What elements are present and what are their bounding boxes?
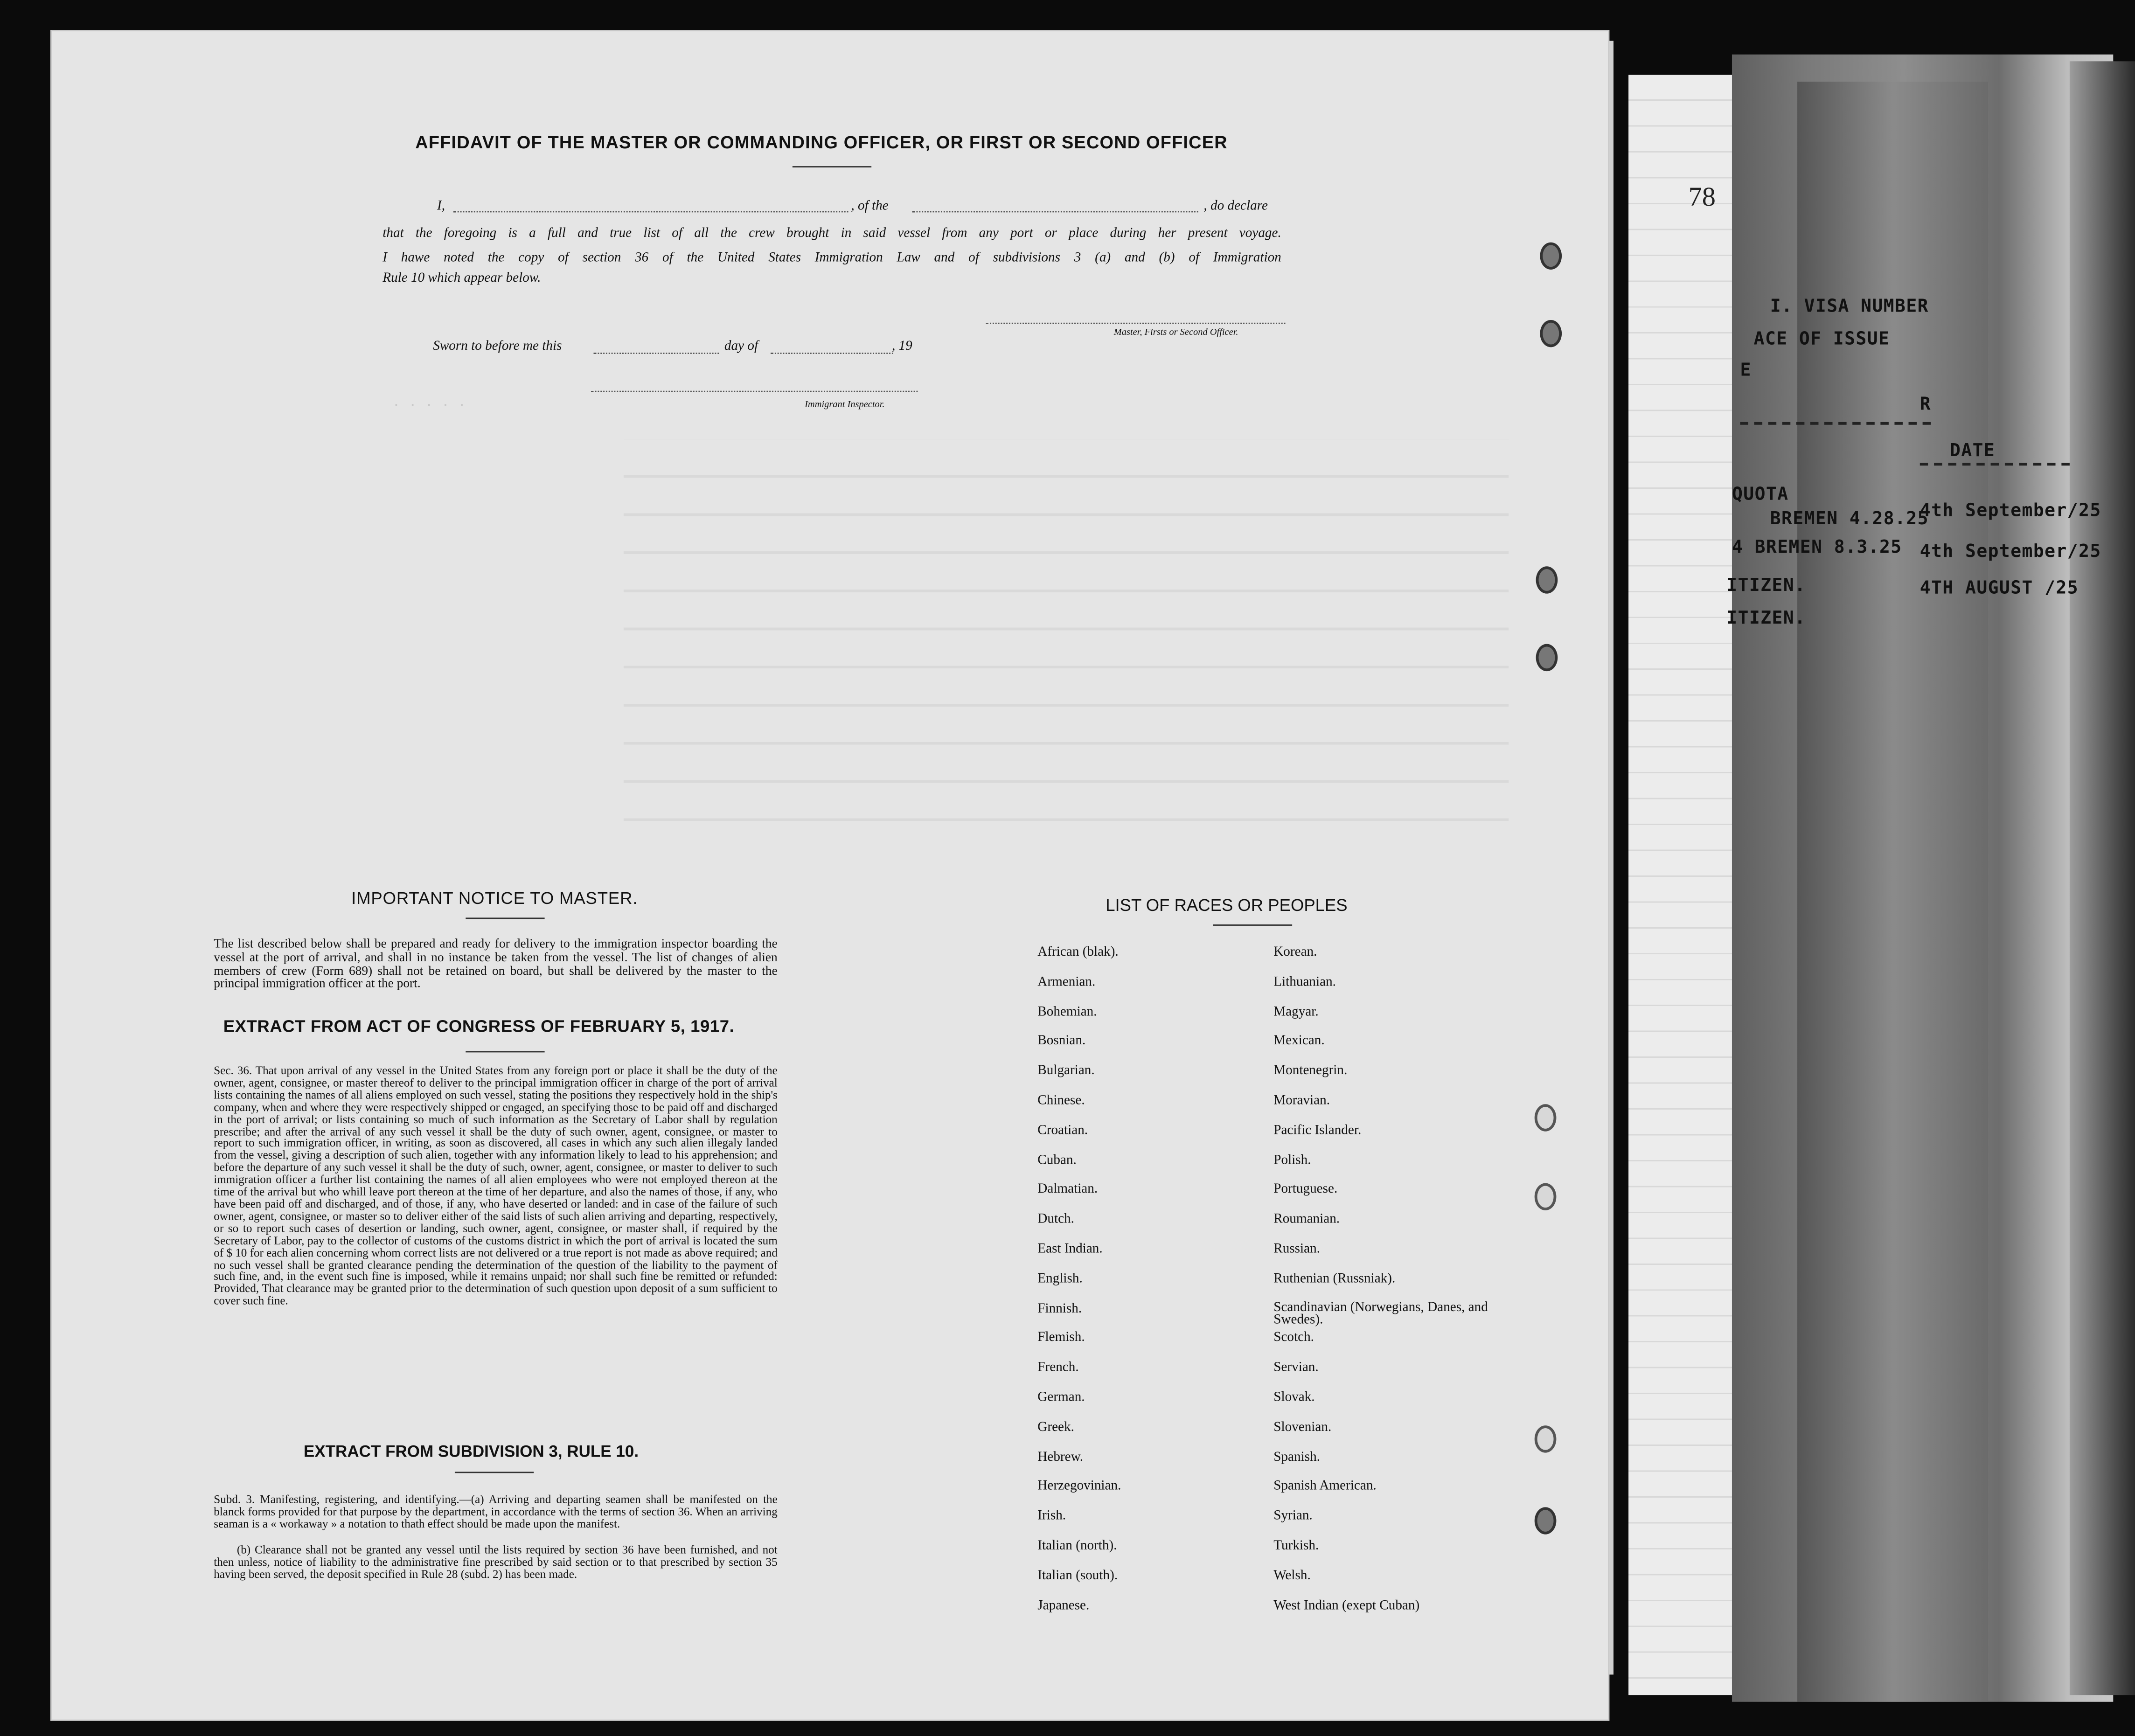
inspector-signature-field[interactable] xyxy=(591,391,918,392)
race-right: Montenegrin. xyxy=(1273,1063,1348,1079)
entry-bremen-1: BREMEN 4.28.25 xyxy=(1770,509,1929,530)
vessel-field[interactable] xyxy=(912,211,1198,212)
race-left: Bulgarian. xyxy=(1037,1063,1095,1079)
affidavit-of-the: , of the xyxy=(851,199,889,214)
race-left: Hebrew. xyxy=(1037,1449,1084,1465)
races-row xyxy=(1037,1063,1500,1093)
races-row xyxy=(1037,1449,1500,1479)
affidavit-line-4: Rule 10 which appear below. xyxy=(382,271,541,286)
race-left: Italian (north). xyxy=(1037,1538,1117,1554)
race-right: Syrian. xyxy=(1273,1508,1313,1524)
extract-act-text: Sec. 36. That upon arrival of any vessel in the United States from any foreign port or place it shall be the duty of the owner, agent, consignee, or master thereof to deliver to the principal immigration officer in charge of the port of arrival lists containing the names of all aliens employed on such vessel, stating the positions they respectively hold in the ship's company, when and where they were respectively shipped or engaged, an specifying those to be paid off and discharged in the port of arrival; or lists containing so much of such information as the Secretary of Labor shall by regulation prescribe; and after the arrival of any such vessel it shall be the duty of such owner, agent, consignee, or master to report to such immigration officer, in writing, as soon as discovered, all cases in which any such alien illegaly landed from the vessel, giving a description of such alien, together with any information likely to lead to his apprehension; and before the departure of any such vessel it shall be the duty of such, owner, agent, consignee, or master to deliver to such immigration officer a further list containing the names of all alien employees who were not employed thereon at the time of the arrival but who whill leave port thereon at the time of her departure, and also the names of those, if any, who have been paid off and discharged, and of those, if any, who have deserted or landed: and in case of the failure of such owner, agent, consignee, or master so to deliver either of the said lists of such alien arriving and departing, respectively, or so to report such cases of desertion or landing, such owner, agent, consignee, or master shall, if required by the Secretary of Labor, pay to the collector of customs of the customs district in which the port of arrival is located the sum of $ 10 for each alien concerning whom correct lists are not delivered or a true report is not made as above required; and no such vessel shall be granted clearance pending the determination of the question of the liability to the payment of such fine, and, in the event such fine is imposed, while it remains unpaid; nor shall such fine be remitted or refunded: Provided, That clearance may be granted prior to the determination of such question upon deposit of a sum sufficient to cover such fine. xyxy=(214,1063,778,1307)
inspector-label: Immigrant Inspector. xyxy=(805,399,885,410)
affidavit-declare: , do declare xyxy=(1203,199,1268,214)
race-right: Moravian. xyxy=(1273,1093,1330,1109)
binder-hole xyxy=(1535,1183,1557,1210)
race-left: Bosnian. xyxy=(1037,1034,1086,1049)
race-left: Croatian. xyxy=(1037,1123,1088,1138)
race-right: Magyar. xyxy=(1273,1004,1319,1020)
races-row xyxy=(1037,1153,1500,1182)
race-right: Spanish. xyxy=(1273,1449,1320,1465)
race-right: Portuguese. xyxy=(1273,1182,1338,1197)
races-title: LIST OF RACES OR PEOPLES xyxy=(1106,896,1348,915)
race-right: Mexican. xyxy=(1273,1034,1325,1049)
races-row xyxy=(1037,1242,1500,1271)
binder-hole xyxy=(1535,1104,1557,1131)
extract-rule-text-b: (b) Clearance shall not be granted any vessel until the lists required by section 36 have been furnished, and not then unless, notice of liability to the administrative fine prescribed by said section or to that prescribed by section 35 having been served, the deposit specified in Rule 28 (subd. 2) has been made. xyxy=(214,1542,778,1582)
crew-manifest-page: · · · · · AFFIDAVIT OF THE MASTER OR COMMANDING OFFICER, OR FIRST OR SECOND OFFICER I, , of the , do declare that the foregoing is a full and true list of all the crew brought in said vessel from any port or place during her present voyage. I hawe noted the copy of section 36 of the United States Immigration Law and of subdivisions 3 (a) and (b) of Immigration Rule 10 which appear below. Master, Firsts or Second Officer. Sworn to before me this day of , 19 Immigrant Inspector. IMPORTANT NOTICE TO MASTER. The list described below shall be prepared and ready for delivery to the immigration inspector boarding the vessel at the port of arrival, and shall in no instance be taken from the vessel. The list of changes of alien members of crew (Form 689) shall not be retained on board, but shall be delivered by the master to the principal immigration officer at the port. EXTRACT FROM ACT OF CONGRESS OF FEBRUARY 5, 1917. Sec. 36. That upon arrival of any vessel in the United States from any foreign port or place it shall be the duty of the owner, agent, consignee, or master thereof to deliver to the principal immigration officer in charge of the port of arrival lists containing the names of all aliens employed on such vessel, stating the positions they respectively hold in the ship's company, when and where they were respectively shipped or engaged, an specifying those to be paid off and discharged in the port of arrival; or lists containing so much of such information as the Secretary of Labor shall by regulation prescribe; and after the arrival of any such vessel it shall be the duty of such owner, agent, consignee, or master to report to such immigration officer, in writing, as soon as discovered, all cases in which any such alien illegaly landed from the vessel, giving a description of such alien, together with any information likely to lead to his apprehension; and before the departure of any such vessel it shall be the duty of such, owner, agent, consignee, or master to deliver to such immigration officer a further list containing the names of all alien employees who were not employed thereon at the time of the arrival but who whill leave port thereon at the time of her departure, and also the names of those, if any, who have been paid off and discharged, and of those, if any, who have deserted or landed: and in case of the failure of such owner, agent, consignee, or master so to deliver either of the said lists of such alien arriving and departing, respectively, or so to report such cases of desertion or landing, such owner, agent, consignee, or master shall, if required by the Secretary of Labor, pay to the collector of customs of the customs district in which the port of arrival is located the sum of $ 10 for each alien concerning whom correct lists are not delivered or a true report is not made as above required; and no such vessel shall be granted clearance pending the determination of the question of the liability to the payment of such fine, and, in the event such fine is imposed, while it remains unpaid; nor shall such fine be remitted or refunded: Provided, That clearance may be granted prior to the determination of such question upon deposit of a sum sufficient to cover such fine. EXTRACT FROM SUBDIVISION 3, RULE 10. Subd. 3. Manifesting, registering, and identifying.—(a) Arriving and departing seamen shall be manifested on the blanck forms provided for that purpose by the department, in accordance with the terms of section 36. When an arriving seaman is a « workaway » a notation to thath effect should be made upon the manifest. (b) Clearance shall not be granted any vessel until the lists required by section 36 have been furnished, and not then unless, notice of liability to the administrative fine prescribed by said section or to that prescribed by section 35 having been served, the deposit specified in Rule 28 (subd. 2) has been made. LIST OF RACES OR PEOPLES African (blak). Korean. Armenian. Lithuanian. Bohemian. Magyar. Bosnian. Mexican. Bulgarian. Montenegrin. Chinese. Moravian. Croatian. Pacific Islander. Cuban. Polish. Dalmatian. Portuguese. Dutch. Roumanian. East Indian. Russian. English. Ruthenian (Russniak). Finnish. Scandinavian (Norwegians, Danes, and Swedes). Flemish. Scotch. French. Servian. German. Slovak. Greek. Slovenian. Hebrew. Spanish. Herzegovinian. Spanish American. Irish. Syrian. Italian (north). Turkish. Italian (south). Welsh. Japanese. West Indian (exept Cuban) xyxy=(50,30,1609,1721)
races-row xyxy=(1037,1004,1500,1034)
race-left: Cuban. xyxy=(1037,1153,1077,1168)
page-number: 78 xyxy=(1688,182,1716,213)
races-row xyxy=(1037,1331,1500,1361)
races-row xyxy=(1037,1420,1500,1450)
race-left: African (blak). xyxy=(1037,944,1119,960)
date-entry-3: 4TH AUGUST /25 xyxy=(1919,578,2079,599)
races-row xyxy=(1037,1123,1500,1153)
affidavit-title: AFFIDAVIT OF THE MASTER OR COMMANDING OFFICER, OR FIRST OR SECOND OFFICER xyxy=(415,132,1228,153)
races-row xyxy=(1037,1034,1500,1064)
citizen-1: ITIZEN. xyxy=(1726,576,1806,597)
affidavit-i: I, xyxy=(437,199,445,214)
day-of-label: day of xyxy=(724,339,758,354)
races-table xyxy=(1037,945,1500,1627)
race-right: Polish. xyxy=(1273,1153,1311,1168)
race-left: Japanese. xyxy=(1037,1597,1090,1613)
date-entry-1: 4th September/25 xyxy=(1919,501,2101,521)
sworn-month-field[interactable] xyxy=(771,353,893,354)
binder-hole xyxy=(1535,1425,1557,1452)
sworn-label: Sworn to before me this xyxy=(433,339,562,354)
race-right: West Indian (exept Cuban) xyxy=(1273,1597,1420,1613)
race-left: Flemish. xyxy=(1037,1330,1085,1346)
race-left: Greek. xyxy=(1037,1419,1074,1435)
binder-hole xyxy=(1536,644,1558,671)
race-right: Turkish. xyxy=(1273,1538,1319,1554)
races-row xyxy=(1037,1301,1500,1331)
entry-bremen-2: 4 BREMEN 8.3.25 xyxy=(1732,538,1902,558)
race-left: German. xyxy=(1037,1390,1085,1405)
column-r: R xyxy=(1919,395,1932,416)
race-left: French. xyxy=(1037,1360,1079,1375)
races-row xyxy=(1037,1568,1500,1598)
races-row xyxy=(1037,1212,1500,1242)
citizen-2: ITIZEN. xyxy=(1726,608,1806,629)
race-left: Dutch. xyxy=(1037,1212,1074,1227)
race-left: Dalmatian. xyxy=(1037,1182,1098,1197)
sworn-day-field[interactable] xyxy=(594,353,719,354)
race-left: Bohemian. xyxy=(1037,1004,1097,1020)
quota-label: QUOTA xyxy=(1732,485,1789,505)
notice-title: IMPORTANT NOTICE TO MASTER. xyxy=(351,889,638,908)
affidavit-line-3: I hawe noted the copy of section 36 of the United States Immigration Law and of subdivisions 3 (a) and (b) of Immigration xyxy=(382,250,1281,266)
races-row xyxy=(1037,1479,1500,1509)
visa-number-header: I. VISA NUMBER xyxy=(1770,297,1929,318)
race-right: Welsh. xyxy=(1273,1568,1311,1583)
race-right: Slovenian. xyxy=(1273,1419,1332,1435)
typed-rule-2 xyxy=(1920,463,2070,465)
race-left: Armenian. xyxy=(1037,974,1096,990)
place-of-issue-header: ACE OF ISSUE xyxy=(1753,329,1890,350)
year-label: , 19 xyxy=(891,339,912,354)
race-right: Servian. xyxy=(1273,1360,1319,1375)
races-row xyxy=(1037,974,1500,1004)
race-right: Pacific Islander. xyxy=(1273,1123,1362,1138)
extract-rule-text-a: Subd. 3. Manifesting, registering, and identifying.—(a) Arriving and departing seamen shall be manifested on the blanck forms provided for that purpose by the department, in accordance with the terms of section 36. When an arriving seaman is a « workaway » a notation to thath effect should be made upon the manifest. xyxy=(214,1492,778,1531)
date-header-fragment: E xyxy=(1740,361,1752,382)
extract-act-title: EXTRACT FROM ACT OF CONGRESS OF FEBRUARY 5, 1917. xyxy=(223,1017,735,1036)
race-right: Slovak. xyxy=(1273,1390,1315,1405)
races-row xyxy=(1037,1093,1500,1123)
officer-signature-field[interactable] xyxy=(986,323,1285,324)
race-left: Herzegovinian. xyxy=(1037,1479,1121,1494)
race-right: Spanish American. xyxy=(1273,1479,1377,1494)
race-right: Russian. xyxy=(1273,1242,1320,1257)
race-right: Ruthenian (Russniak). xyxy=(1273,1271,1396,1286)
date-column-header: DATE xyxy=(1950,441,1996,462)
race-left: Chinese. xyxy=(1037,1093,1085,1109)
race-right: Scandinavian (Norwegians, Danes, and Swedes). xyxy=(1273,1299,1488,1327)
race-left: English. xyxy=(1037,1271,1083,1286)
race-right: Scotch. xyxy=(1273,1330,1314,1346)
typed-rule xyxy=(1740,422,1931,425)
affidavit-line-2: that the foregoing is a full and true list of all the crew brought in said vessel from any port or place during her present voyage. xyxy=(382,226,1281,241)
races-row xyxy=(1037,945,1500,975)
races-row xyxy=(1037,1509,1500,1539)
race-left: Italian (south). xyxy=(1037,1568,1118,1583)
race-right: Korean. xyxy=(1273,944,1317,960)
race-left: Finnish. xyxy=(1037,1301,1082,1316)
binder-hole xyxy=(1540,320,1562,347)
name-field[interactable] xyxy=(453,211,848,212)
date-entry-2: 4th September/25 xyxy=(1919,542,2101,562)
races-row xyxy=(1037,1271,1500,1301)
race-left: East Indian. xyxy=(1037,1242,1103,1257)
race-right: Roumanian. xyxy=(1273,1212,1340,1227)
races-row xyxy=(1037,1538,1500,1568)
races-row xyxy=(1037,1182,1500,1212)
races-row xyxy=(1037,1390,1500,1420)
officer-signature-label: Master, Firsts or Second Officer. xyxy=(1113,326,1238,338)
races-row xyxy=(1037,1361,1500,1390)
dark-sheet-shadow xyxy=(1797,82,1988,1702)
binder-hole xyxy=(1540,243,1562,270)
race-right: Lithuanian. xyxy=(1273,974,1336,990)
races-row xyxy=(1037,1598,1500,1628)
binder-hole xyxy=(1536,566,1558,593)
race-left: Irish. xyxy=(1037,1508,1066,1524)
extract-rule-title: EXTRACT FROM SUBDIVISION 3, RULE 10. xyxy=(303,1442,639,1461)
right-sheet-edge xyxy=(2070,61,2135,1695)
binder-hole xyxy=(1535,1507,1557,1534)
notice-text: The list described below shall be prepared and ready for delivery to the immigration inspector boarding the vessel at the port of arrival, and shall in no instance be taken from the vessel. The list of changes of alien members of crew (Form 689) shall not be retained on board, but shall be delivered by the master to the principal immigration officer at the port. xyxy=(214,938,778,992)
